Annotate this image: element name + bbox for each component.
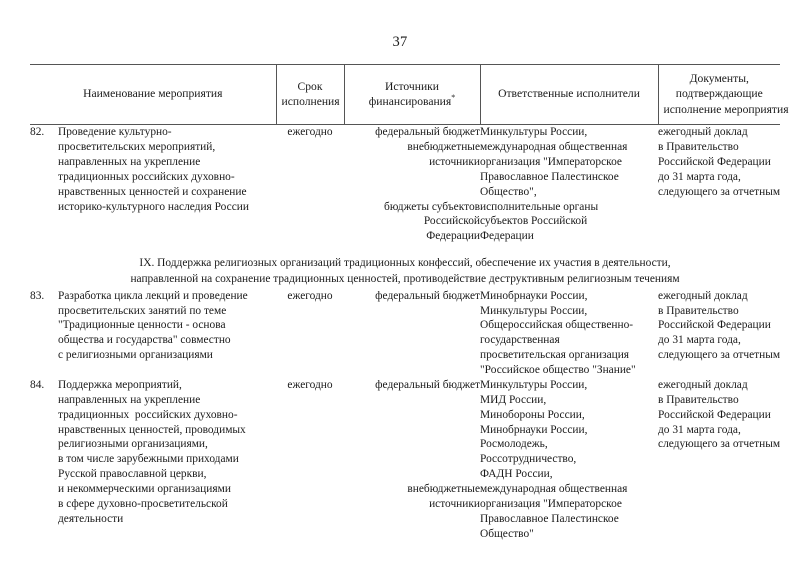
- table-row: [30, 289, 780, 378]
- cell-responsible-executors-line: Общество",: [480, 185, 537, 198]
- cell-execution-term-line: ежегодно: [287, 378, 333, 391]
- cell-confirming-documents-line: в Правительство: [658, 393, 739, 406]
- cell-confirming-documents-line: до 31 марта года,: [658, 423, 741, 436]
- cell-responsible-executors-line: просветительская организация: [480, 349, 630, 362]
- cell-responsible-executors-line: международная общественная: [480, 483, 628, 496]
- cell-responsible-executors-line: организация "Императорское: [480, 155, 622, 168]
- section-heading-row: [30, 244, 780, 288]
- cell-measure-name-line: общества и государства" совместно: [58, 334, 231, 347]
- cell-confirming-documents-line: ежегодный доклад: [658, 289, 748, 302]
- header-label-source-text: финансирования: [368, 95, 452, 109]
- row-number: 83.: [30, 289, 45, 302]
- cell-funding-source: [344, 125, 480, 245]
- header-cell-source: [344, 65, 480, 125]
- cell-measure-name-line: традиционных российских духовно-: [58, 408, 238, 421]
- header-cell-documents: [658, 65, 789, 125]
- cell-execution-term: [276, 378, 344, 542]
- cell-funding-source: [344, 289, 480, 378]
- cell-measure-name-line: религиозными организациями,: [58, 438, 208, 451]
- section-heading-line: направленной на сохранение традиционных ценностей, противодействие деструктивным религиозным течениям: [130, 272, 680, 285]
- cell-confirming-documents-line: следующего за отчетным: [658, 185, 781, 198]
- cell-responsible-executors-line: государственная: [480, 334, 560, 347]
- cell-responsible-executors-line: Федерации: [480, 230, 534, 243]
- cell-confirming-documents: [658, 289, 780, 378]
- cell-execution-term-line: ежегодно: [287, 289, 333, 302]
- measures-table: [30, 64, 789, 542]
- cell-measure-name-line: в том числе зарубежными приходами: [58, 453, 239, 466]
- cell-funding-source: [344, 378, 480, 542]
- cell-measure-name-line: историко-культурного наследия России: [58, 200, 249, 213]
- cell-measure-name-line: нравственных ценностей и сохранение: [58, 185, 247, 198]
- table-header: [30, 65, 789, 125]
- cell-measure-name-line: "Традиционные ценности - основа: [58, 319, 226, 332]
- cell-responsible-executors-line: Минкультуры России,: [480, 304, 588, 317]
- table-body: [30, 125, 780, 542]
- cell-responsible-executors: [480, 378, 658, 542]
- section-heading-cell: [30, 244, 780, 288]
- cell-execution-term: [276, 289, 344, 378]
- header-label-documents-line3: исполнение мероприятия: [663, 102, 789, 116]
- cell-responsible-executors-line: Минобрнауки России,: [480, 289, 588, 302]
- header-label-term-line2: исполнения: [281, 95, 340, 109]
- cell-funding-source-line: источники: [429, 497, 481, 510]
- cell-measure-name-line: Разработка цикла лекций и проведение: [58, 289, 248, 302]
- cell-measure-name-line: направленных на укрепление: [58, 393, 201, 406]
- cell-responsible-executors-line: Православное Палестинское: [480, 170, 619, 183]
- cell-responsible-executors-line: Православное Палестинское: [480, 512, 619, 525]
- header-label-documents-line2: подтверждающие: [675, 87, 763, 101]
- header-label-name: Наименование мероприятия: [83, 87, 223, 101]
- cell-measure-name-line: с религиозными организациями: [58, 349, 213, 362]
- cell-responsible-executors-line: Общество": [480, 527, 534, 540]
- cell-measure-name-line: Проведение культурно-: [58, 126, 172, 139]
- cell-measure-name-line: Поддержка мероприятий,: [58, 378, 182, 391]
- cell-funding-source-line: бюджеты субъектов: [384, 200, 481, 213]
- cell-funding-source-line: источники: [429, 155, 481, 168]
- cell-funding-source-line: Федерации: [426, 230, 481, 243]
- cell-confirming-documents: [658, 125, 780, 245]
- cell-confirming-documents-line: следующего за отчетным: [658, 438, 781, 451]
- cell-confirming-documents-line: Российской Федерации: [658, 155, 771, 168]
- header-label-source-line2: [350, 94, 475, 109]
- cell-measure-name-line: направленных на укрепление: [58, 155, 201, 168]
- header-cell-name: [30, 65, 276, 125]
- cell-confirming-documents-line: в Правительство: [658, 304, 739, 317]
- cell-responsible-executors-line: Минобрнауки России,: [480, 423, 588, 436]
- cell-confirming-documents-line: следующего за отчетным: [658, 349, 781, 362]
- cell-measure-name-line: в сфере духовно-просветительской: [58, 497, 228, 510]
- header-label-documents-line1: Документы,: [689, 72, 749, 85]
- cell-measure-name: [58, 289, 276, 378]
- cell-measure-name: [58, 125, 276, 245]
- cell-execution-term-line: ежегодно: [287, 126, 333, 139]
- header-label-term-line1: Срок: [297, 79, 323, 93]
- row-number: 84.: [30, 378, 45, 391]
- cell-responsible-executors-line: МИД России,: [480, 393, 547, 406]
- cell-responsible-executors-line: ФАДН России,: [480, 468, 553, 481]
- cell-measure-name-line: традиционных российских духовно-: [58, 170, 235, 183]
- header-cell-responsible: [480, 65, 658, 125]
- cell-confirming-documents-line: до 31 марта года,: [658, 334, 741, 347]
- cell-measure-name-line: просветительских мероприятий,: [58, 141, 216, 154]
- page-number: 37: [392, 34, 408, 50]
- cell-responsible-executors-line: международная общественная: [480, 141, 628, 154]
- cell-responsible-executors-line: Минкультуры России,: [480, 126, 588, 139]
- cell-funding-source-line: Российской: [423, 215, 481, 228]
- table-header-row: [30, 65, 780, 125]
- cell-measure-name-line: деятельности: [58, 512, 124, 525]
- cell-measure-name: [58, 378, 276, 542]
- cell-execution-term: [276, 125, 344, 245]
- cell-measure-name-line: Русской православной церкви,: [58, 468, 207, 481]
- cell-confirming-documents-line: ежегодный доклад: [658, 378, 748, 391]
- footnote-asterisk-icon: *: [451, 93, 456, 103]
- table-row: [30, 125, 780, 245]
- cell-funding-source-line: федеральный бюджет: [375, 289, 481, 302]
- cell-confirming-documents-line: Российской Федерации: [658, 408, 771, 421]
- cell-responsible-executors-line: Россотрудничество,: [480, 453, 577, 466]
- header-label-source-line1: Источники: [385, 79, 440, 93]
- header-cell-term: [276, 65, 344, 125]
- cell-responsible-executors-line: субъектов Российской: [480, 215, 588, 228]
- cell-responsible-executors: [480, 125, 658, 245]
- cell-measure-name-line: просветительских занятий по теме: [58, 304, 227, 317]
- cell-responsible-executors: [480, 289, 658, 378]
- cell-confirming-documents: [658, 378, 780, 542]
- cell-confirming-documents-line: в Правительство: [658, 141, 739, 154]
- cell-funding-source-line: федеральный бюджет: [375, 126, 481, 139]
- cell-confirming-documents-line: ежегодный доклад: [658, 126, 748, 139]
- row-number: 82.: [30, 126, 45, 139]
- header-label-responsible: Ответственные исполнители: [498, 87, 640, 101]
- cell-responsible-executors-line: Росмолодежь,: [480, 438, 548, 451]
- cell-responsible-executors-line: Минкультуры России,: [480, 378, 588, 391]
- cell-responsible-executors-line: исполнительные органы: [480, 200, 599, 213]
- cell-funding-source-line: внебюджетные: [407, 483, 481, 496]
- cell-responsible-executors-line: организация "Императорское: [480, 497, 622, 510]
- cell-confirming-documents-line: до 31 марта года,: [658, 170, 741, 183]
- cell-responsible-executors-line: "Российское общество "Знание": [480, 364, 636, 377]
- cell-confirming-documents-line: Российской Федерации: [658, 319, 771, 332]
- cell-measure-name-line: нравственных ценностей, проводимых: [58, 423, 246, 436]
- cell-measure-name-line: и некоммерческими организациями: [58, 483, 231, 496]
- cell-funding-source-line: федеральный бюджет: [375, 378, 481, 391]
- cell-funding-source-line: внебюджетные: [407, 141, 481, 154]
- cell-responsible-executors-line: Минобороны России,: [480, 408, 585, 421]
- table-row: [30, 378, 780, 542]
- section-heading-line: IX. Поддержка религиозных организаций традиционных конфессий, обеспечение их участия в деятельности,: [139, 257, 671, 270]
- cell-responsible-executors-line: Общероссийская общественно-: [480, 319, 634, 332]
